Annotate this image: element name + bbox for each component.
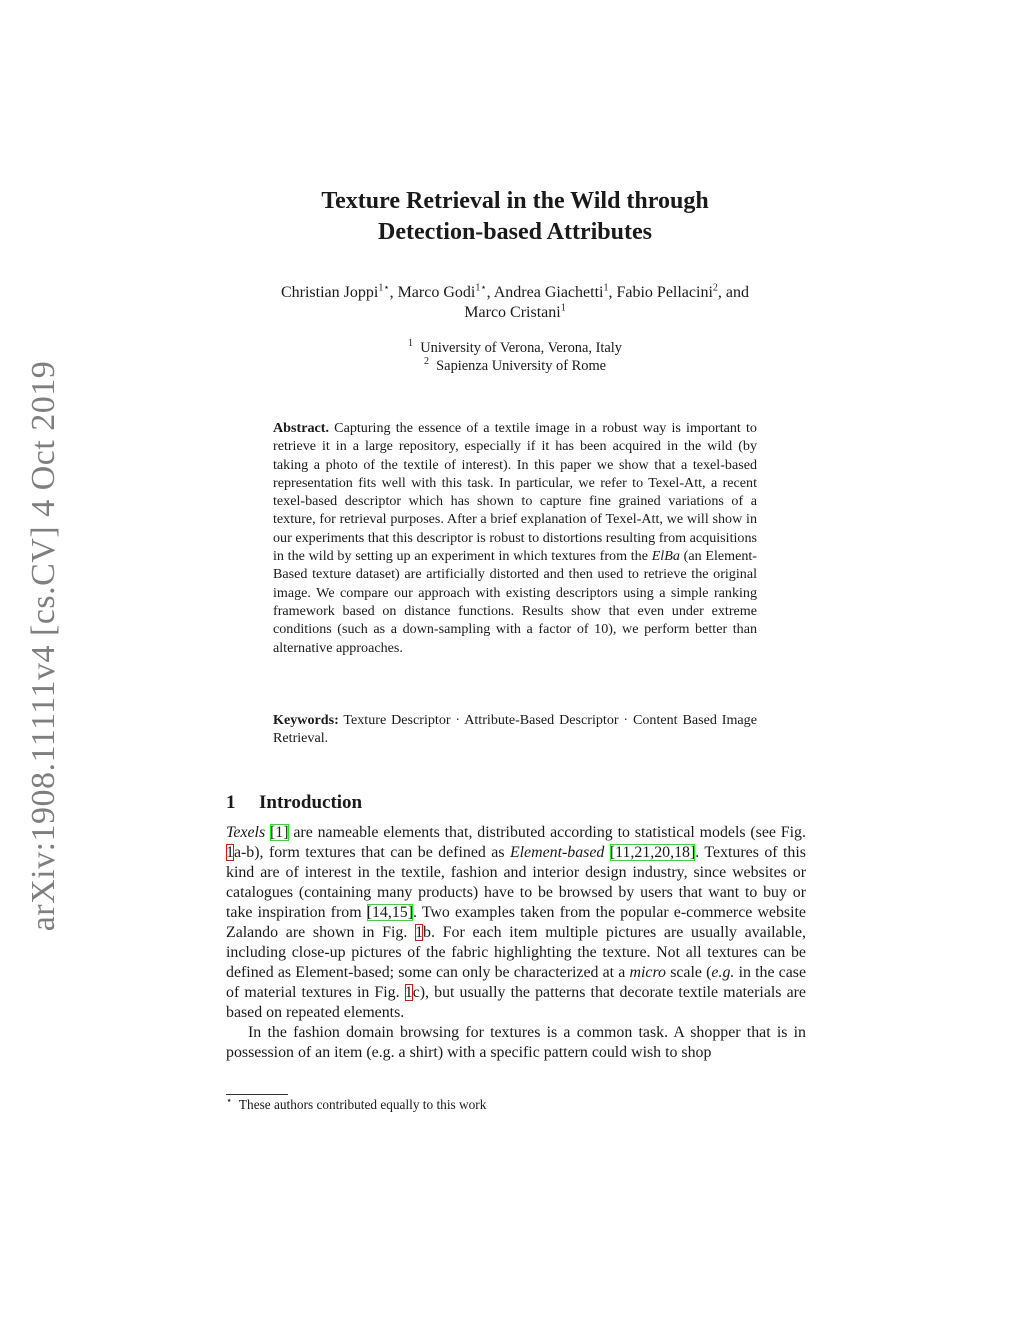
paragraph	[226, 823, 806, 1023]
keywords-text: Texture Descriptor · Attribute-Based Descriptor · Content Based Image Retrieval.	[273, 712, 757, 747]
affiliation-number: 1	[408, 338, 414, 350]
author-list: Christian Joppi$^{1⋆}$, Marco Godi$^{1⋆}$, Andrea Giachetti$^1$, Fabio Pellacini$^2$, and Marco Cristani$^1$	[280, 282, 750, 321]
author-name: Christian Joppi	[280, 284, 379, 301]
section-number: 1	[226, 792, 236, 813]
abstract-text: (an Element-Based texture dataset) are artificially distorted and then used to retrieve the original image. We compare our approach with existing descriptors using a simple ranking framework based on distance functions. Results show that even under extreme conditions (such as a down-sampling with a factor of 10), we perform better than alternative approaches.	[273, 548, 757, 656]
body-text: a-b), form textures that can be defined as	[233, 844, 505, 861]
citation-link[interactable]: [14,15]	[366, 904, 414, 921]
figure-link[interactable]: 1	[226, 844, 234, 861]
body-text: b. For each item multiple pictures are usually available, including close-up pictures of the fabric highlighting the texture. Not all textures can be defined as Element-based; some can only be characterized at a	[226, 924, 806, 981]
term-eg: e.g.	[711, 964, 735, 981]
body-text: . Textures of this kind are of interest in the textile, fashion and interior design industry, since websites or catalogues (containing many products) have to be browsed by users that want to buy or take inspiration from	[226, 844, 806, 921]
footnote-text: These authors contributed equally to this work	[238, 1097, 487, 1112]
body-text: c), but usually the patterns that decorate textile materials are based on repeated elements.	[226, 984, 806, 1021]
author-name: Marco Cristani	[464, 304, 561, 321]
title-line-2: Detection-based Attributes	[378, 219, 652, 245]
section-heading	[226, 792, 362, 814]
figure-link[interactable]: 1	[415, 924, 424, 941]
author-affil-mark: 1⋆	[378, 282, 390, 294]
section-title: Introduction	[259, 792, 363, 813]
title-line-1: Texture Retrieval in the Wild through	[321, 188, 709, 214]
author-name: Marco Godi	[397, 284, 476, 301]
paragraph: In the fashion domain browsing for textures is a common task. A shopper that is in possession of an item (e.g. a shirt) with a specific pattern could wish to shop	[226, 1024, 806, 1061]
abstract	[273, 419, 757, 657]
author-name: Andrea Giachetti	[493, 284, 604, 301]
term-micro: micro	[629, 964, 666, 981]
citation-link[interactable]: [11,21,20,18]	[609, 844, 696, 861]
abstract-text: Capturing the essence of a textile image in a robust way is important to retrieve it in a large repository, especially if it has been acquired in the wild (by taking a photo of the textile of interest). In this paper we show that a texel-based representation fits well with this task. In particular, we refer to Texel-Att, a recent texel-based descriptor which has shown to capture fine grained variations of a texture, for retrieval purposes. After a brief explanation of Texel-Att, we will show in our experiments that this descriptor is robust to distortions resulting from acquisitions in the wild by setting up an experiment in which textures from the	[273, 420, 757, 565]
affiliations	[250, 339, 780, 375]
introduction-body	[226, 823, 806, 1063]
figure-link[interactable]: 1	[404, 984, 413, 1001]
author-conjunction: and	[725, 284, 750, 301]
affiliation-line	[250, 357, 780, 375]
keywords-label: Keywords:	[273, 712, 339, 728]
abstract-dataset-name: ElBa	[651, 548, 680, 565]
affiliation-text: University of Verona, Verona, Italy	[420, 340, 622, 356]
term-element-based: Element-based	[509, 844, 605, 861]
term-texels: Texels	[226, 824, 266, 841]
footnote-rule	[226, 1094, 288, 1095]
arxiv-identifier: arXiv:1908.11111v4 [cs.CV] 4 Oct 2019	[25, 360, 62, 932]
citation-link[interactable]: [1]	[269, 824, 289, 841]
affiliation-line	[250, 339, 780, 357]
footnote	[226, 1096, 806, 1113]
affiliation-text: Sapienza University of Rome	[436, 358, 607, 374]
author-affil-mark: 1	[603, 282, 609, 294]
body-text: scale (	[670, 964, 712, 981]
body-text: in the case of material textures in Fig.	[226, 964, 807, 1001]
affiliation-number: 2	[423, 356, 429, 368]
body-text: are nameable elements that, distributed according to statistical models (see Fig.	[293, 824, 806, 841]
paper-title	[190, 186, 840, 248]
keywords	[273, 711, 757, 748]
author-affil-mark: 1⋆	[475, 282, 487, 294]
body-text: . Two examples taken from the popular e-commerce website Zalando are shown in Fig.	[226, 904, 806, 941]
abstract-label: Abstract.	[273, 420, 329, 436]
footnote-mark: ⋆	[226, 1095, 233, 1107]
author-name: Fabio Pellacini	[616, 284, 713, 301]
author-affil-mark: 2	[712, 282, 718, 294]
author-affil-mark: 1	[560, 302, 566, 314]
